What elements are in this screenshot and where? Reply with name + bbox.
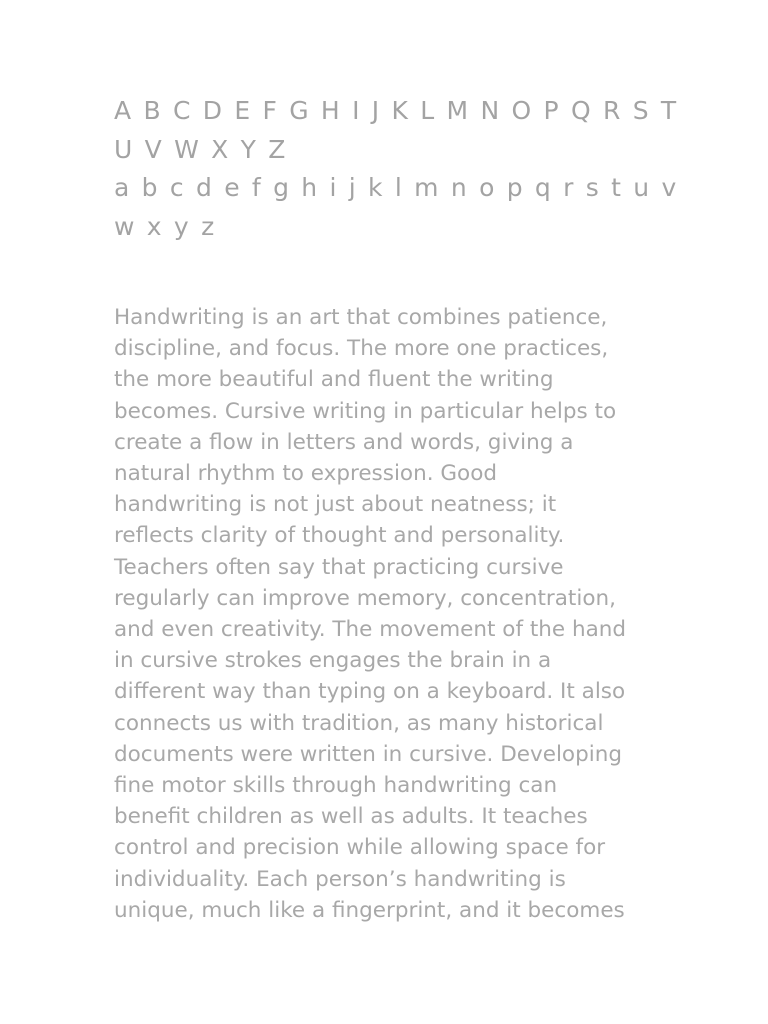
passage-line: individuality. Each person’s handwriting is — [114, 866, 566, 892]
passage-line: benefit children as well as adults. It teaches — [114, 804, 588, 830]
passage-line: different way than typing on a keyboard. It also — [114, 679, 626, 705]
passage-line: becomes. Cursive writing in particular helps to — [114, 398, 617, 424]
passage-line: discipline, and focus. The more one practices, — [114, 336, 609, 362]
uppercase-alphabet-line-1: A B C D E F G H I J K L M N O P Q R S T — [114, 96, 679, 125]
passage-line: the more beautiful and fluent the writing — [114, 367, 554, 393]
passage-line: create a flow in letters and words, giving a — [114, 429, 574, 455]
passage-line: natural rhythm to expression. Good — [114, 461, 498, 487]
practice-passage — [114, 302, 674, 926]
passage-line: control and precision while allowing space for — [114, 835, 606, 861]
passage-line: unique, much like a fingerprint, and it becomes — [114, 897, 625, 923]
passage-line: Handwriting is an art that combines patience, — [114, 305, 608, 330]
uppercase-alphabet-line-2: U V W X Y Z — [114, 134, 288, 164]
passage-line: fine motor skills through handwriting can — [114, 773, 558, 799]
passage-line: and even creativity. The movement of the hand — [114, 617, 627, 643]
lowercase-alphabet-line-2: w x y z — [114, 211, 217, 241]
passage-line: handwriting is not just about neatness; it — [114, 492, 557, 518]
passage-line: in cursive strokes engages the brain in a — [114, 648, 552, 674]
passage-line: Teachers often say that practicing cursive — [114, 554, 564, 580]
lowercase-alphabet-line-1: a b c d e f g h i j k l m n o p q r s t u v — [114, 173, 679, 202]
passage-line: regularly can improve memory, concentration, — [114, 585, 616, 611]
passage-line: connects us with tradition, as many historical — [114, 710, 604, 736]
alphabet-block — [114, 92, 679, 246]
passage-line: documents were written in cursive. Developing — [114, 741, 622, 767]
worksheet-page — [114, 92, 679, 926]
passage-line: reflects clarity of thought and personality. — [114, 523, 565, 549]
